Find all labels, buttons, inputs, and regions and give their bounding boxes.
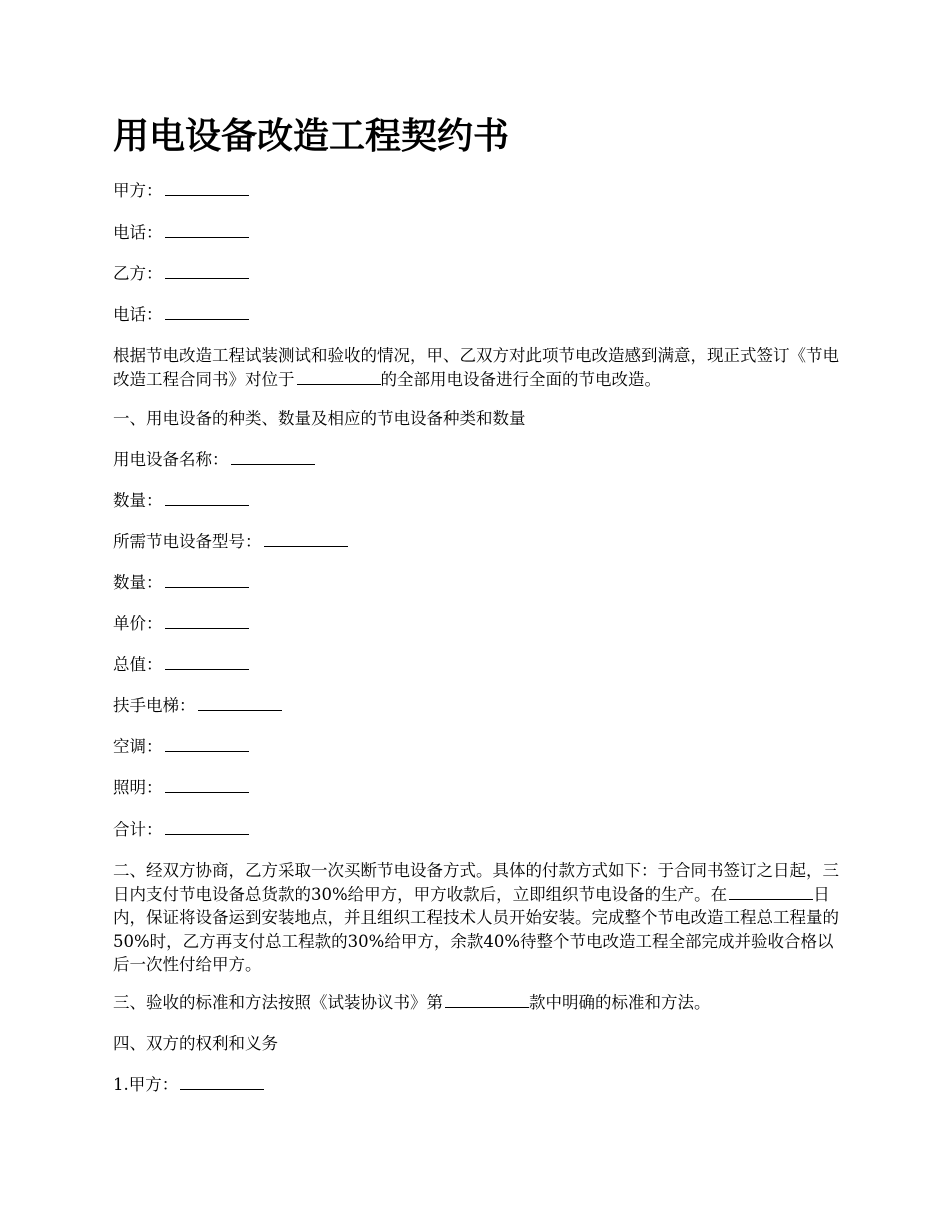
- phone-a-blank[interactable]: [165, 221, 249, 238]
- section2-paragraph: [113, 859, 843, 977]
- location-blank[interactable]: [297, 368, 381, 385]
- section1-heading: 一、用电设备的种类、数量及相应的节电设备种类和数量: [113, 409, 526, 428]
- total-value-label: 总值：: [113, 655, 163, 674]
- section4-heading: 四、双方的权利和义务: [113, 1034, 278, 1053]
- phone-b-blank[interactable]: [165, 303, 249, 320]
- quantity2-line: [113, 571, 249, 595]
- item1-party-a-line: [113, 1073, 264, 1097]
- air-conditioning-label: 空调：: [113, 737, 163, 756]
- device-model-label: 所需节电设备型号：: [113, 532, 262, 551]
- unit-price-label: 单价：: [113, 614, 163, 633]
- subtotal-line: [113, 818, 249, 842]
- document-title: 用电设备改造工程契约书: [113, 115, 510, 157]
- device-model-blank[interactable]: [264, 530, 348, 547]
- air-conditioning-line: [113, 735, 249, 759]
- device-model-line: [113, 530, 348, 554]
- item1-party-a-blank[interactable]: [180, 1073, 264, 1090]
- section3-line: [113, 991, 711, 1015]
- unit-price-blank[interactable]: [165, 612, 249, 629]
- item1-party-a-label: 1.甲方：: [113, 1075, 179, 1094]
- quantity1-label: 数量：: [113, 491, 163, 510]
- quantity1-line: [113, 489, 249, 513]
- escalator-line: [113, 694, 282, 718]
- party-a-line: [113, 179, 249, 203]
- quantity2-label: 数量：: [113, 573, 163, 592]
- section3-text-2: 款中明确的标准和方法。: [529, 993, 711, 1012]
- subtotal-blank[interactable]: [165, 818, 249, 835]
- phone-a-label: 电话：: [113, 223, 163, 242]
- equipment-name-label: 用电设备名称：: [113, 450, 229, 469]
- party-b-line: [113, 262, 249, 286]
- escalator-label: 扶手电梯：: [113, 696, 196, 715]
- total-value-line: [113, 653, 249, 677]
- equipment-name-blank[interactable]: [231, 448, 315, 465]
- party-b-blank[interactable]: [165, 262, 249, 279]
- intro-paragraph: [113, 344, 843, 391]
- section3-text-1: 三、验收的标准和方法按照《试装协议书》第: [113, 993, 443, 1012]
- section2-text-1: 二、经双方协商，乙方采取一次买断节电设备方式。具体的付款方式如下：于合同书签订之日起，三日内支付节电设备总货款的30%给甲方，甲方收款后，立即组织节电设备的生产。在: [113, 861, 839, 904]
- clause-blank[interactable]: [445, 991, 529, 1008]
- lighting-label: 照明：: [113, 778, 163, 797]
- intro-text-1: 根据节电改造工程试装测试和验收的情况，甲、乙双方对此项节电改造感到满意，现正式签订《节电改造工程合同书》对位于: [113, 346, 839, 389]
- party-a-label: 甲方：: [113, 181, 163, 200]
- party-a-blank[interactable]: [165, 179, 249, 196]
- unit-price-line: [113, 612, 249, 636]
- quantity1-blank[interactable]: [165, 489, 249, 506]
- section2-text-2: 日内，保证将设备运到安装地点，并且组织工程技术人员开始安装。完成整个节电改造工程总工程量的50%时，乙方再支付总工程款的30%给甲方，余款40%待整个节电改造工程全部完成并验收合格以后一次性付给甲方。: [113, 884, 839, 974]
- intro-text-2: 的全部用电设备进行全面的节电改造。: [380, 369, 661, 389]
- air-conditioning-blank[interactable]: [165, 735, 249, 752]
- phone-b-label: 电话：: [113, 305, 163, 324]
- phone-a-line: [113, 221, 249, 245]
- total-value-blank[interactable]: [165, 653, 249, 670]
- subtotal-label: 合计：: [113, 820, 163, 839]
- escalator-blank[interactable]: [198, 694, 282, 711]
- lighting-line: [113, 776, 249, 800]
- lighting-blank[interactable]: [165, 776, 249, 793]
- phone-b-line: [113, 303, 249, 327]
- quantity2-blank[interactable]: [165, 571, 249, 588]
- equipment-name-line: [113, 448, 315, 472]
- days-blank[interactable]: [729, 883, 813, 900]
- party-b-label: 乙方：: [113, 264, 163, 283]
